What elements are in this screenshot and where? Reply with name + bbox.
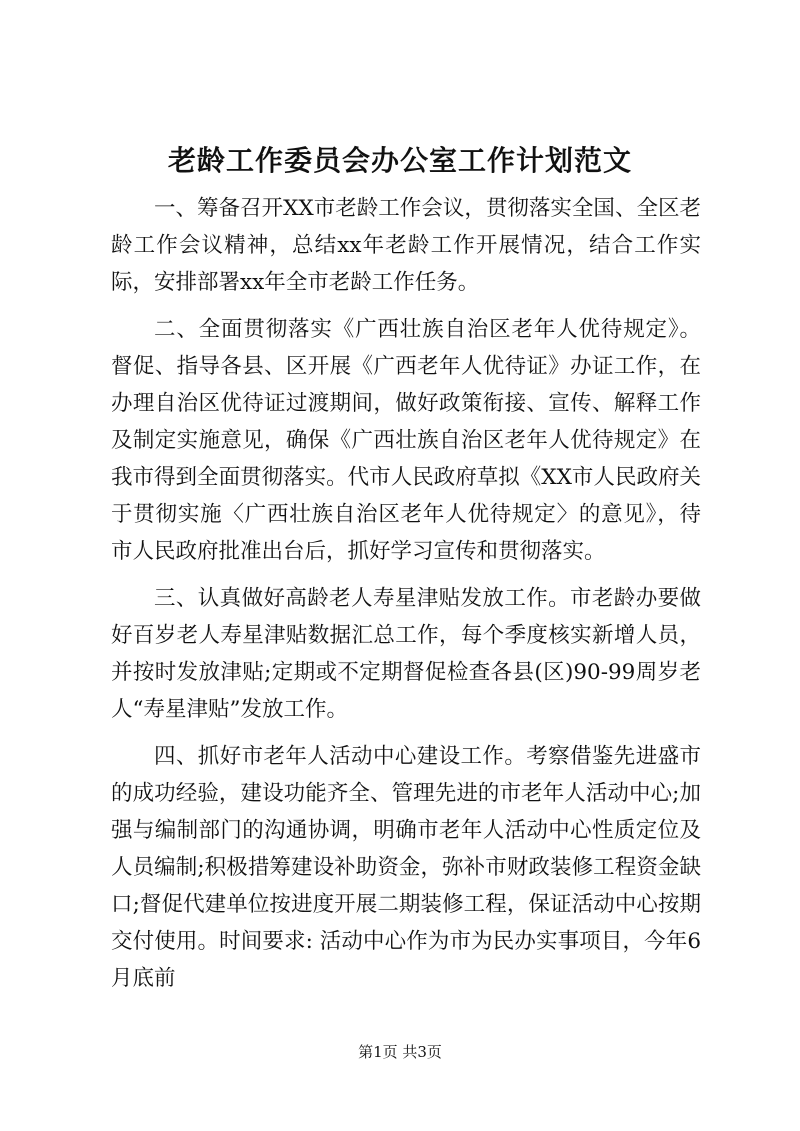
page-footer: 第1页 共3页 xyxy=(358,1043,442,1061)
document-title: 老龄工作委员会办公室工作计划范文 xyxy=(167,144,632,177)
paragraph-3: 三、认真做好高龄老人寿星津贴发放工作。市老龄办要做好百岁老人寿星津贴数据汇总工作，每个季度核实新增人员，并按时发放津贴;定期或不定期督促检查各县(区)90-99周岁老人“寿星津贴”发放工作。 xyxy=(111,586,701,722)
paragraph-4: 四、抓好市老年人活动中心建设工作。考察借鉴先进盛市的成功经验，建设功能齐全、管理先进的市老年人活动中心;加强与编制部门的沟通协调，明确市老年人活动中心性质定位及人员编制;积极措筹建设补助资金，弥补市财政装修工程资金缺口;督促代建单位按进度开展二期装修工程，保证活动中心按期交付使用。时间要求: 活动中心作为市为民办实事项目，今年6月底前 xyxy=(111,744,701,991)
paragraph-2: 二、全面贯彻落实《广西壮族自治区老年人优待规定》。督促、指导各县、区开展《广西老年人优待证》办证工作，在办理自治区优待证过渡期间，做好政策衔接、宣传、解释工作及制定实施意见，确保《广西壮族自治区老年人优待规定》在我市得到全面贯彻落实。代市人民政府草拟《XX市人民政府关于贯彻实施〈广西壮族自治区老年人优待规定〉的意见》，待市人民政府批准出台后，抓好学习宣传和贯彻落实。 xyxy=(111,317,701,564)
document-body xyxy=(111,190,701,1007)
paragraph-1: 一、筹备召开XX市老龄工作会议，贯彻落实全国、全区老龄工作会议精神，总结xx年老龄工作开展情况，结合工作实际，安排部署xx年全市老龄工作任务。 xyxy=(111,196,701,295)
